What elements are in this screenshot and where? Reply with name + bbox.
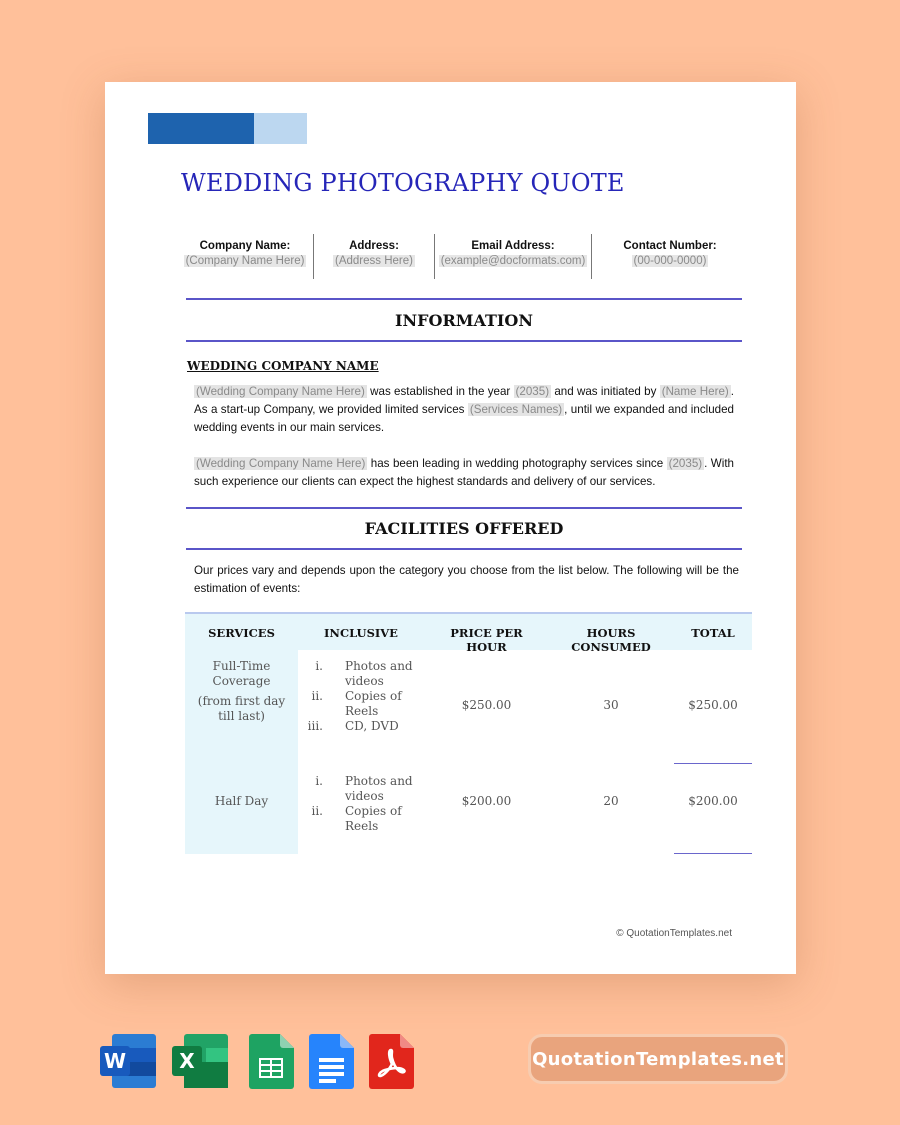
company-name-label: Company Name: [199,240,291,252]
contact-number-block [595,232,745,279]
word-icon[interactable] [100,1032,156,1090]
header-bar-light [254,113,307,144]
section-rule [186,548,742,550]
total-rule [674,763,752,764]
table-row-service: Full-Time Coverage (from first day till last) [197,659,286,723]
section-rule [186,507,742,509]
facilities-heading: FACILITIES OFFERED [364,519,564,538]
divider [591,234,592,279]
placeholder: (Services Names) [469,403,563,416]
column-header-hours: HOURS CONSUMED [571,626,651,654]
company-subheading: WEDDING COMPANY NAME [187,359,379,373]
table-row-hours: 30 [603,698,619,712]
table-row-price: $200.00 [461,794,512,808]
google-docs-icon[interactable] [308,1032,364,1090]
email-block [437,232,589,279]
google-sheets-icon[interactable] [248,1032,304,1090]
header-bar-dark [148,113,254,144]
document-title: WEDDING PHOTOGRAPHY QUOTE [181,169,625,197]
section-rule [186,298,742,300]
copyright-text: © QuotationTemplates.net [616,928,732,939]
facilities-intro: Our prices vary and depends upon the category you choose from the list below. The following will be the estimation of events: [194,564,739,595]
section-rule [186,340,742,342]
list-item: Copies of Reels [345,689,402,718]
contact-number-value: (00-000-0000) [633,255,707,267]
address-value: (Address Here) [335,255,413,267]
table-row-total: $250.00 [688,698,738,712]
column-header-inclusive: INCLUSIVE [324,626,398,640]
table-row-hours: 20 [603,794,619,808]
svg-text:X: X [179,1049,195,1073]
divider [313,234,314,279]
total-rule [674,853,752,854]
brand-badge[interactable]: QuotationTemplates.net [528,1034,788,1084]
information-paragraph-2: (Wedding Company Name Here) has been leading in wedding photography services since (2035) . With such experience our clients can expect the highest standards and delivery of our services. [194,457,734,488]
information-heading: INFORMATION [395,311,533,330]
list-item: Photos and videos [345,659,413,688]
table-row-service: Half Day [214,794,269,808]
column-header-services: SERVICES [208,626,275,640]
table-header-row [185,612,752,654]
placeholder: (Wedding Company Name Here) [196,385,365,398]
table-row-price: $250.00 [461,698,512,712]
information-paragraph-1: (Wedding Company Name Here) was established in the year (2035) and was initiated by (Name Here) . As a start-up Company, we provided limited services (Services Names) , until we expanded and included wedding events in our main services. [194,385,735,434]
list-item: CD, DVD [345,719,399,733]
placeholder: (2035) [668,457,703,470]
company-name-value: (Company Name Here) [185,255,305,267]
placeholder: (2035) [515,385,550,398]
pdf-icon[interactable] [368,1032,424,1090]
column-header-price: PRICE PER HOUR [450,626,523,654]
excel-icon[interactable] [172,1032,228,1090]
placeholder: (Name Here) [661,385,729,398]
address-label: Address: [349,240,399,252]
document-page: WEDDING PHOTOGRAPHY QUOTE Company Name: (Company Name Here) Address: (Address Here) Email Address: (example@docformats.com) Contact Number: (00-000-0000) INFORMATION WEDDING COMPANY NAME (Wedding Company Name Here) was established in the year (2035) and was initiated by (Name Here) . As a start-up Company, we provided limited services (Services Names) , until we expanded and included wedding events in our main services. (Wedding Company Name Here) has been leading in wedding photography services since (2035) . With such experience our clients can expect the highest standards and delivery of our services. FACILITIES OFFERED Our prices vary and depends upon the category you choose from the list below. The following will be the estimation of events: SERVICES INCLUSIVE PRICE PER HOUR HOURS CONSUMED TOTAL Full-Time Coverage (from first day till last) i. Photos and videos ii. Copies of Reels iii. CD, DVD $250.00 30 $250.00 Half Day i. Photos and videos ii. Copies of Reels $200.00 20 $200.00 © QuotationTemplates.net [105,82,796,974]
list-item: Photos and videos [345,774,413,803]
email-label: Email Address: [471,240,555,252]
divider [434,234,435,279]
column-header-total: TOTAL [691,626,735,640]
contact-number-label: Contact Number: [623,240,717,252]
contact-info-row [181,232,741,280]
placeholder: (Wedding Company Name Here) [196,457,366,470]
list-item: Copies of Reels [345,804,402,833]
table-row-total: $200.00 [688,794,738,808]
address-block [317,232,431,279]
svg-text:W: W [103,1049,127,1073]
company-name-block [181,232,309,279]
email-value: (example@docformats.com) [440,255,586,267]
